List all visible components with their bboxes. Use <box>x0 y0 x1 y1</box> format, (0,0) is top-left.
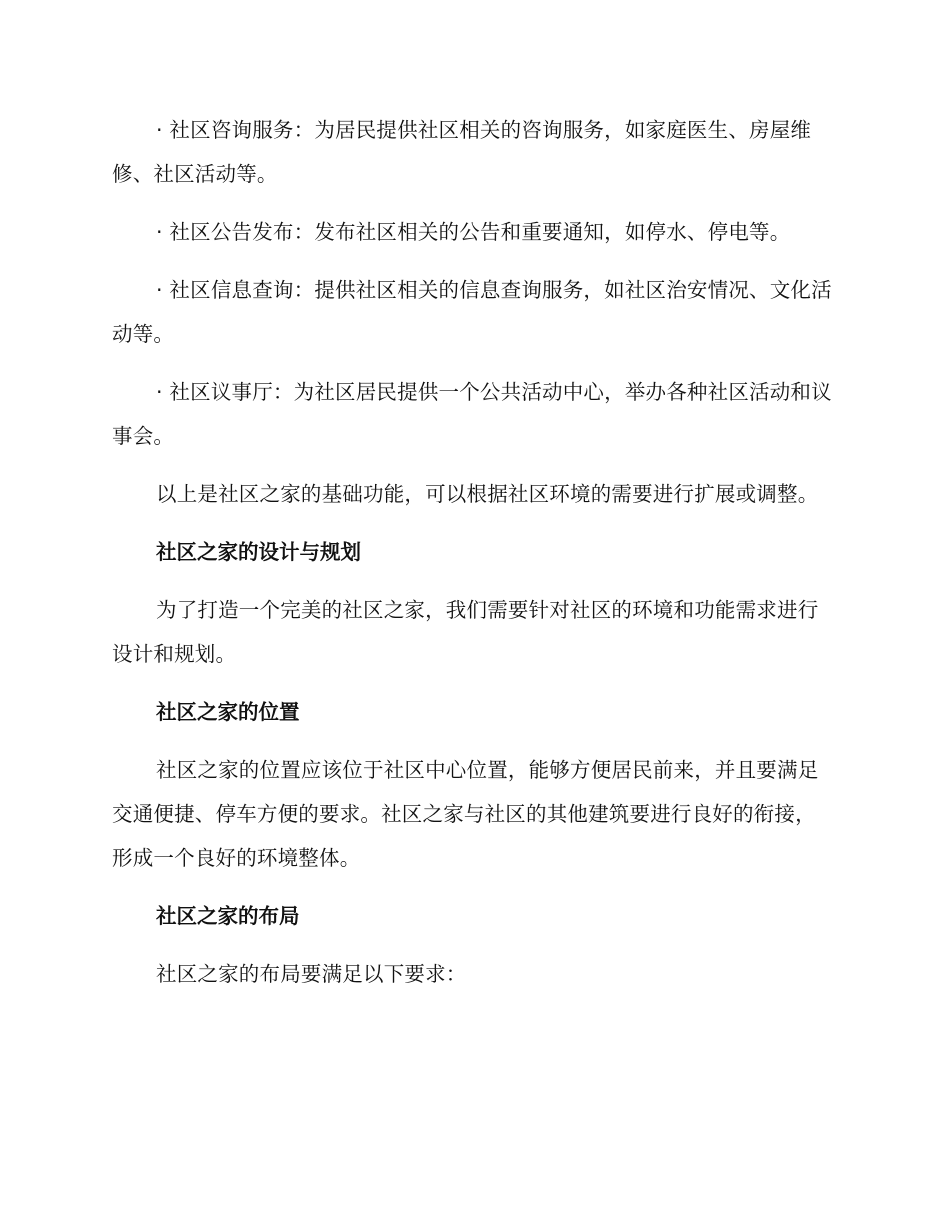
section-heading-design-planning: 社区之家的设计与规划 <box>156 540 361 564</box>
design-planning-paragraph: 为了打造一个完美的社区之家，我们需要针对社区的环境和功能需求进行设计和规划。 <box>112 598 819 666</box>
section-heading-location: 社区之家的位置 <box>156 700 300 724</box>
bullet-information-query: · 社区信息查询：提供社区相关的信息查询服务，如社区治安情况、文化活动等。 <box>112 278 832 346</box>
document-body <box>112 108 832 1010</box>
location-paragraph: 社区之家的位置应该位于社区中心位置，能够方便居民前来，并且要满足交通便捷、停车方便的要求。社区之家与社区的其他建筑要进行良好的衔接，形成一个良好的环境整体。 <box>112 758 819 870</box>
functions-summary-paragraph: 以上是社区之家的基础功能，可以根据社区环境的需要进行扩展或调整。 <box>156 482 819 506</box>
layout-intro-paragraph: 社区之家的布局要满足以下要求： <box>156 962 467 986</box>
bullet-announcement-publishing: · 社区公告发布：发布社区相关的公告和重要通知，如停水、停电等。 <box>156 220 791 244</box>
bullet-council-hall: · 社区议事厅：为社区居民提供一个公共活动中心，举办各种社区活动和议事会。 <box>112 380 832 448</box>
bullet-consultation-service: · 社区咨询服务：为居民提供社区相关的咨询服务，如家庭医生、房屋维修、社区活动等。 <box>112 118 812 186</box>
section-heading-layout: 社区之家的布局 <box>156 904 300 928</box>
